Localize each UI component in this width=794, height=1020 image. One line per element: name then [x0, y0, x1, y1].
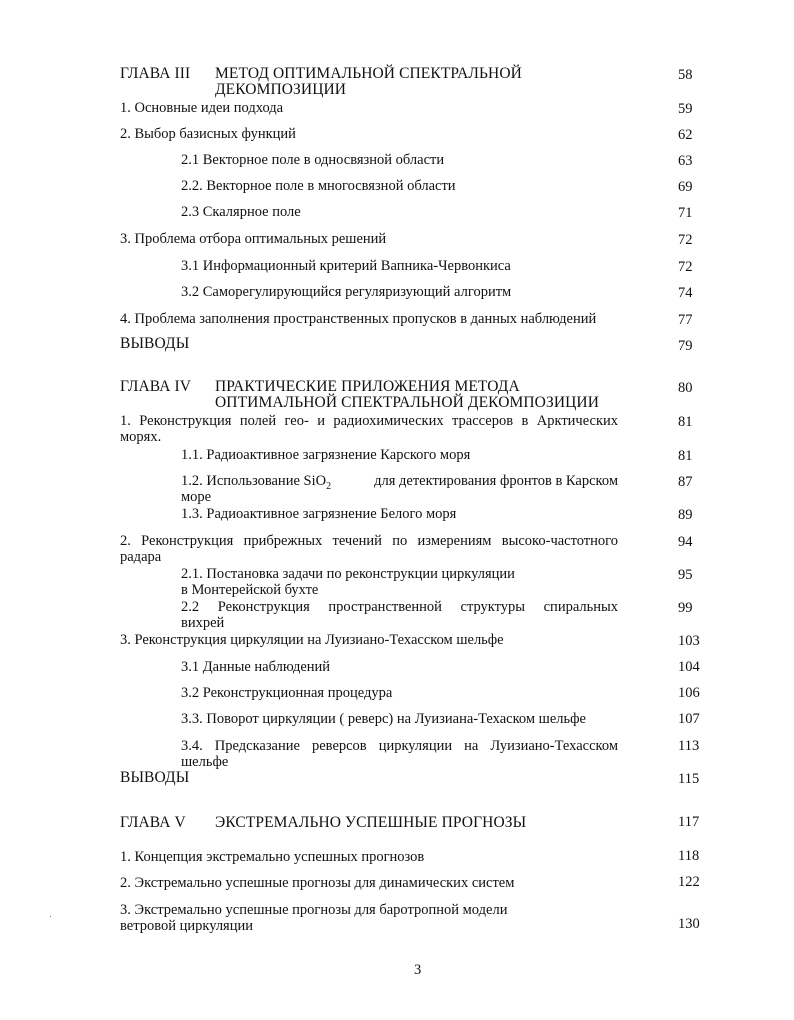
toc-subentry: 1.1. Радиоактивное загрязнение Карского моря: [181, 447, 471, 463]
toc-entry-continuation: море: [181, 489, 212, 505]
toc-entry-continuation: морях.: [120, 429, 162, 445]
sio2-label: 1.2. Использование SiO$_2$: [181, 473, 332, 492]
chapter-3-title-line1: МЕТОД ОПТИМАЛЬНОЙ СПЕКТРАЛЬНОЙ: [215, 65, 522, 82]
toc-entry-continuation: ветровой циркуляции: [120, 918, 253, 934]
toc-entry-page: 99: [678, 600, 693, 616]
toc-entry-page: 122: [678, 874, 700, 890]
chapter-3-label: ГЛАВА III: [120, 65, 191, 82]
page-number: 3: [414, 962, 422, 978]
toc-entry-page: 107: [678, 711, 700, 727]
toc-entry-page: 118: [678, 848, 700, 864]
toc-entry: 4. Проблема заполнения пространственных пропусков в данных наблюдений: [120, 311, 597, 327]
toc-entry-continuation: в Монтерейской бухте: [181, 582, 319, 598]
chapter-4-title-line1: ПРАКТИЧЕСКИЕ ПРИЛОЖЕНИЯ МЕТОДА: [215, 378, 520, 395]
chapter-3-page: 58: [678, 67, 693, 83]
toc-entry: 3. Проблема отбора оптимальных решений: [120, 231, 387, 247]
toc-entry-page: 72: [678, 232, 693, 248]
toc-entry-page: 72: [678, 259, 693, 275]
toc-entry-page: 62: [678, 127, 693, 143]
toc-subentry: 3.2 Реконструкционная процедура: [181, 685, 393, 701]
toc-entry-page: 89: [678, 507, 693, 523]
toc-entry: 1. Реконструкция полей гео- и радиохимических трассеров в Арктических: [120, 413, 618, 429]
toc-entry-page: 81: [678, 414, 693, 430]
toc-subentry: 3.1 Информационный критерий Вапника-Червонкиса: [181, 258, 511, 274]
toc-subentry: 2.2. Векторное поле в многосвязной области: [181, 178, 456, 194]
chapter-5-page: 117: [678, 814, 700, 830]
toc-subentry: 2.1. Постановка задачи по реконструкции циркуляции: [181, 566, 515, 582]
toc-entry-page: 115: [678, 771, 700, 787]
toc-subentry: 3.2 Саморегулирующийся регуляризующий алгоритм: [181, 284, 512, 300]
toc-entry-page: 113: [678, 738, 700, 754]
toc-subentry: 1.3. Радиоактивное загрязнение Белого моря: [181, 506, 457, 522]
toc-subentry: 3.1 Данные наблюдений: [181, 659, 331, 675]
chapter-5-label: ГЛАВА V: [120, 814, 186, 831]
toc-conclusions: ВЫВОДЫ: [120, 769, 190, 786]
toc-entry-page: 63: [678, 153, 693, 169]
chapter-3-title-line2: ДЕКОМПОЗИЦИИ: [215, 81, 347, 98]
toc-entry-page: 130: [678, 916, 700, 932]
toc-entry-page: 103: [678, 633, 700, 649]
toc-entry-page: 74: [678, 285, 693, 301]
toc-subentry: [181, 473, 618, 492]
toc-entry: 2. Реконструкция прибрежных течений по измерениям высоко-частотного: [120, 533, 618, 549]
toc-entry-page: 95: [678, 567, 693, 583]
toc-entry-page: 106: [678, 685, 700, 701]
toc-entry-continuation: шельфе: [181, 754, 229, 770]
chapter-4-page: 80: [678, 380, 693, 396]
toc-entry-continuation: вихрей: [181, 615, 225, 631]
toc-entry-page: 69: [678, 179, 693, 195]
toc-entry-page: 79: [678, 338, 693, 354]
sio2-rest: для детектирования фронтов в Карском: [374, 473, 618, 489]
toc-entry-page: 87: [678, 474, 693, 490]
chapter-4-title-line2: ОПТИМАЛЬНОЙ СПЕКТРАЛЬНОЙ ДЕКОМПОЗИЦИИ: [215, 394, 599, 411]
toc-entry-page: 71: [678, 205, 693, 221]
toc-entry-page: 59: [678, 101, 693, 117]
toc-conclusions: ВЫВОДЫ: [120, 335, 190, 352]
toc-entry: 3. Реконструкция циркуляции на Луизиано-Техасском шельфе: [120, 632, 504, 648]
toc-entry-page: 81: [678, 448, 693, 464]
toc-subentry: 2.1 Векторное поле в односвязной области: [181, 152, 445, 168]
toc-entry-page: 77: [678, 312, 693, 328]
toc-entry-continuation: радара: [120, 549, 162, 565]
toc-entry: 1. Основные идеи подхода: [120, 100, 284, 116]
chapter-5-title-line1: ЭКСТРЕМАЛЬНО УСПЕШНЫЕ ПРОГНОЗЫ: [215, 814, 527, 831]
chapter-4-label: ГЛАВА IV: [120, 378, 192, 395]
toc-subentry: 3.4. Предсказание реверсов циркуляции на Луизиано-Техасском: [181, 738, 618, 754]
toc-subentry: 2.3 Скалярное поле: [181, 204, 301, 220]
toc-entry: 2. Экстремально успешные прогнозы для динамических систем: [120, 875, 515, 891]
toc-entry-page: 104: [678, 659, 700, 675]
scan-speck: [50, 916, 51, 917]
toc-entry: 3. Экстремально успешные прогнозы для баротропной модели: [120, 902, 508, 918]
toc-entry: 2. Выбор базисных функций: [120, 126, 296, 142]
toc-entry-page: 94: [678, 534, 693, 550]
toc-subentry: 3.3. Поворот циркуляции ( реверс) на Луизиана-Техаском шельфе: [181, 711, 586, 727]
toc-subentry: 2.2 Реконструкция пространственной структуры спиральных: [181, 599, 618, 615]
toc-entry: 1. Концепция экстремально успешных прогнозов: [120, 849, 425, 865]
